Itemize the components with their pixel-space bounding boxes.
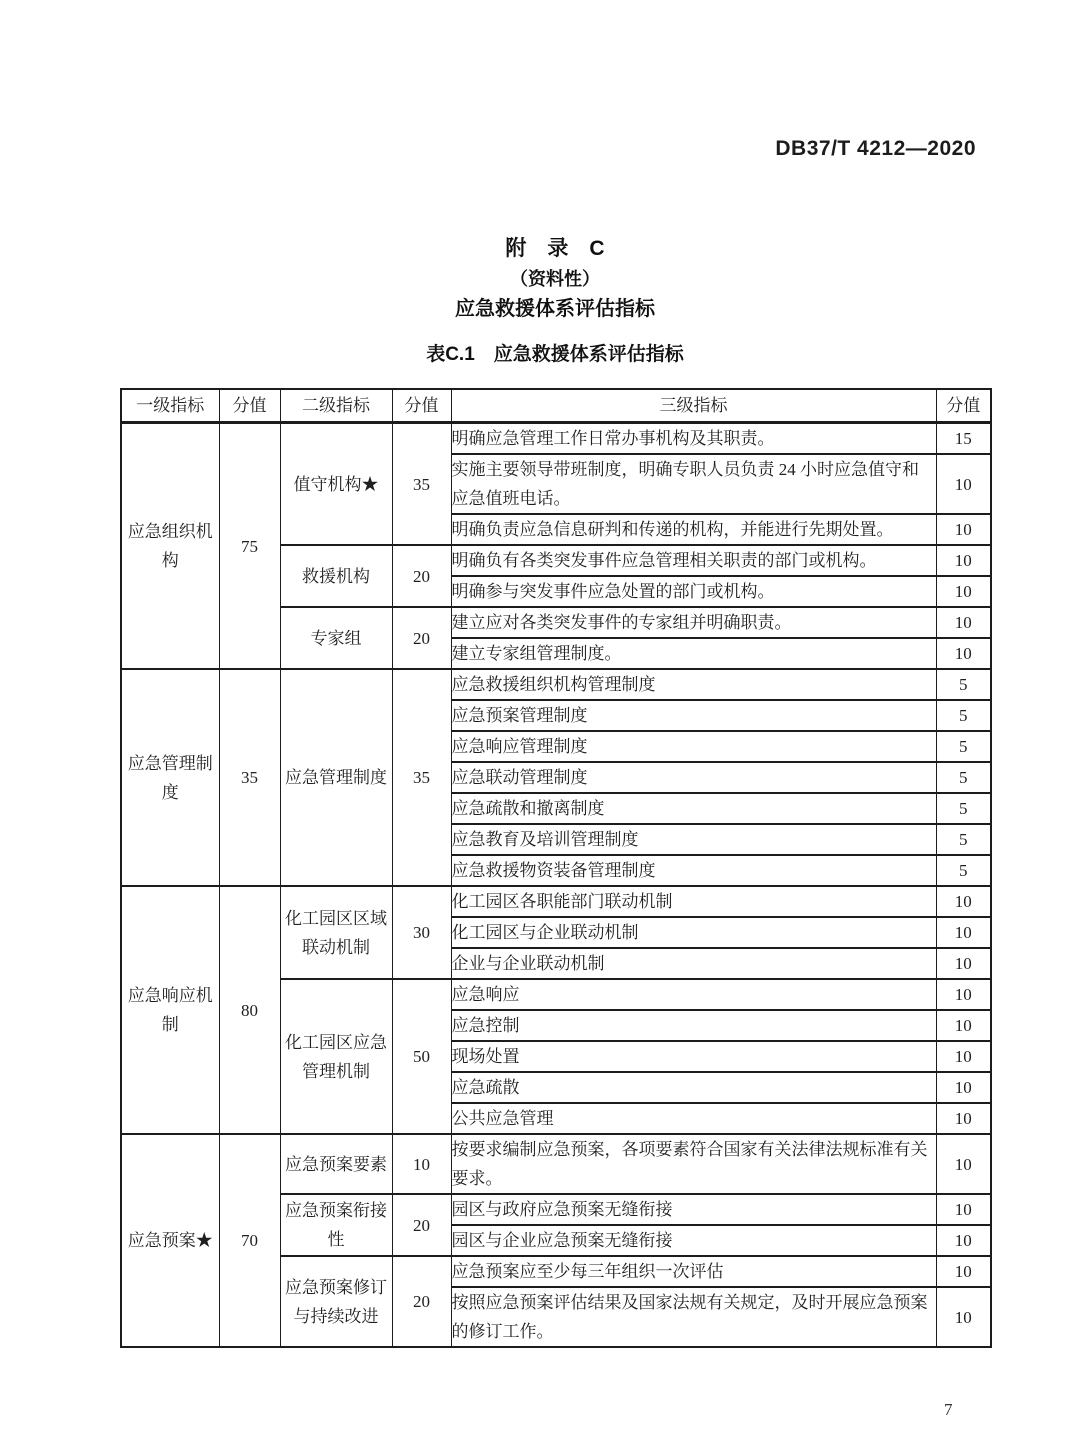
table-row (121, 1134, 991, 1194)
level3-score-cell: 5 (936, 793, 991, 824)
level3-indicator-cell: 建立应对各类突发事件的专家组并明确职责。 (451, 607, 936, 638)
level2-score-cell: 50 (392, 979, 451, 1134)
level1-score-cell: 80 (219, 886, 280, 1134)
level3-score-cell: 10 (936, 1041, 991, 1072)
level3-score-cell: 10 (936, 1072, 991, 1103)
level3-indicator-cell: 明确负责应急信息研判和传递的机构，并能进行先期处置。 (451, 514, 936, 545)
level3-score-cell: 15 (936, 423, 991, 455)
level2-score-cell: 20 (392, 1256, 451, 1347)
level3-indicator-cell: 应急教育及培训管理制度 (451, 824, 936, 855)
level3-score-cell: 10 (936, 607, 991, 638)
level3-indicator-cell: 应急响应管理制度 (451, 731, 936, 762)
level1-indicator-cell: 应急组织机构 (121, 423, 219, 670)
level3-indicator-cell: 现场处置 (451, 1041, 936, 1072)
level2-indicator-cell: 化工园区区域联动机制 (280, 886, 392, 979)
level3-score-cell: 10 (936, 948, 991, 979)
level2-indicator-cell: 救援机构 (280, 545, 392, 607)
appendix-title: 附 录 C (505, 237, 605, 260)
level3-score-cell: 10 (936, 576, 991, 607)
level3-score-cell: 10 (936, 1103, 991, 1134)
level2-indicator-cell: 应急预案修订与持续改进 (280, 1256, 392, 1347)
column-header-level1-indicator: 一级指标 (121, 389, 219, 423)
level3-indicator-cell: 化工园区各职能部门联动机制 (451, 886, 936, 917)
level3-score-cell: 10 (936, 1225, 991, 1256)
level2-score-cell: 10 (392, 1134, 451, 1194)
level1-indicator-cell: 应急预案★ (121, 1134, 219, 1347)
table-header-row (121, 389, 991, 423)
column-header-level2-score: 分值 (392, 389, 451, 423)
page-number: 7 (944, 1400, 953, 1419)
level1-score-cell: 75 (219, 423, 280, 670)
level3-score-cell: 10 (936, 979, 991, 1010)
table-row (121, 669, 991, 700)
level3-indicator-cell: 应急预案应至少每三年组织一次评估 (451, 1256, 936, 1287)
column-header-level3-score: 分值 (936, 389, 991, 423)
level2-indicator-cell: 应急预案衔接性 (280, 1194, 392, 1256)
level3-indicator-cell: 应急疏散和撤离制度 (451, 793, 936, 824)
level3-indicator-cell: 明确应急管理工作日常办事机构及其职责。 (451, 423, 936, 455)
level3-indicator-cell: 应急疏散 (451, 1072, 936, 1103)
level3-score-cell: 10 (936, 1287, 991, 1347)
level3-score-cell: 10 (936, 1134, 991, 1194)
level3-indicator-cell: 园区与企业应急预案无缝衔接 (451, 1225, 936, 1256)
level3-score-cell: 10 (936, 886, 991, 917)
level1-indicator-cell: 应急管理制度 (121, 669, 219, 886)
level3-score-cell: 10 (936, 514, 991, 545)
level3-score-cell: 10 (936, 1256, 991, 1287)
level3-score-cell: 10 (936, 1194, 991, 1225)
level3-indicator-cell: 化工园区与企业联动机制 (451, 917, 936, 948)
level3-score-cell: 5 (936, 731, 991, 762)
evaluation-indicator-table (120, 388, 992, 1348)
level3-indicator-cell: 应急联动管理制度 (451, 762, 936, 793)
level3-score-cell: 10 (936, 638, 991, 669)
table-row (121, 886, 991, 917)
level3-score-cell: 5 (936, 700, 991, 731)
level3-indicator-cell: 应急控制 (451, 1010, 936, 1041)
level3-score-cell: 5 (936, 669, 991, 700)
level3-score-cell: 10 (936, 917, 991, 948)
level3-score-cell: 5 (936, 824, 991, 855)
level3-score-cell: 10 (936, 1010, 991, 1041)
page-content (120, 236, 990, 1348)
level3-indicator-cell: 公共应急管理 (451, 1103, 936, 1134)
level3-score-cell: 5 (936, 762, 991, 793)
level2-score-cell: 20 (392, 607, 451, 669)
level1-score-cell: 35 (219, 669, 280, 886)
level3-indicator-cell: 明确负有各类突发事件应急管理相关职责的部门或机构。 (451, 545, 936, 576)
level2-indicator-cell: 专家组 (280, 607, 392, 669)
level3-indicator-cell: 明确参与突发事件应急处置的部门或机构。 (451, 576, 936, 607)
column-header-level1-score: 分值 (219, 389, 280, 423)
table-row (121, 423, 991, 455)
level2-score-cell: 35 (392, 669, 451, 886)
level3-indicator-cell: 应急预案管理制度 (451, 700, 936, 731)
column-header-level3-indicator: 三级指标 (451, 389, 936, 423)
level3-indicator-cell: 应急救援物资装备管理制度 (451, 855, 936, 886)
level3-indicator-cell: 应急响应 (451, 979, 936, 1010)
level2-indicator-cell: 应急预案要素 (280, 1134, 392, 1194)
level2-indicator-cell: 应急管理制度 (280, 669, 392, 886)
level3-score-cell: 5 (936, 855, 991, 886)
level2-indicator-cell: 值守机构★ (280, 423, 392, 546)
level2-score-cell: 20 (392, 545, 451, 607)
level2-score-cell: 30 (392, 886, 451, 979)
standard-number: DB37/T 4212—2020 (775, 137, 976, 160)
column-header-level2-indicator: 二级指标 (280, 389, 392, 423)
level3-indicator-cell: 园区与政府应急预案无缝衔接 (451, 1194, 936, 1225)
level2-score-cell: 35 (392, 423, 451, 546)
appendix-type-label: （资料性） (510, 269, 600, 289)
level1-indicator-cell: 应急响应机制 (121, 886, 219, 1134)
level3-indicator-cell: 按照应急预案评估结果及国家法规有关规定，及时开展应急预案的修订工作。 (451, 1287, 936, 1347)
level3-indicator-cell: 企业与企业联动机制 (451, 948, 936, 979)
table-caption: 表C.1 应急救援体系评估指标 (426, 344, 684, 365)
level2-score-cell: 20 (392, 1194, 451, 1256)
level3-score-cell: 10 (936, 545, 991, 576)
level3-indicator-cell: 按要求编制应急预案，各项要素符合国家有关法律法规标准有关要求。 (451, 1134, 936, 1194)
level1-score-cell: 70 (219, 1134, 280, 1347)
appendix-subject-title: 应急救援体系评估指标 (455, 298, 655, 320)
level2-indicator-cell: 化工园区应急管理机制 (280, 979, 392, 1134)
level3-indicator-cell: 应急救援组织机构管理制度 (451, 669, 936, 700)
level3-indicator-cell: 建立专家组管理制度。 (451, 638, 936, 669)
level3-score-cell: 10 (936, 454, 991, 514)
level3-indicator-cell: 实施主要领导带班制度，明确专职人员负责 24 小时应急值守和应急值班电话。 (451, 454, 936, 514)
